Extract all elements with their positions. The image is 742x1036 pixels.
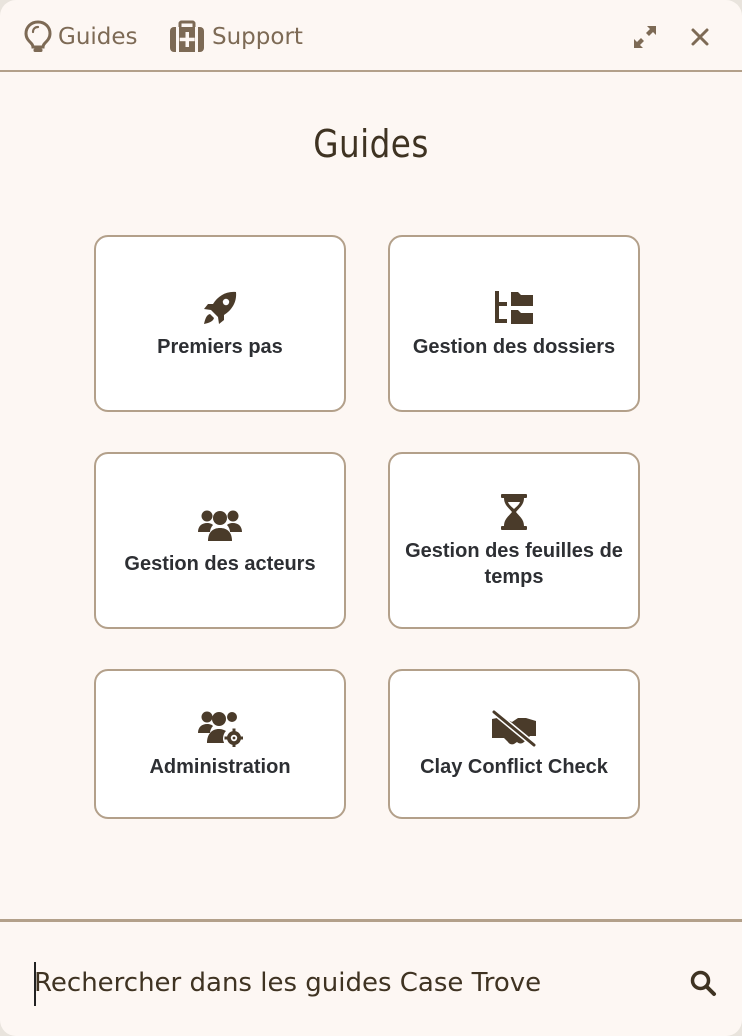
search-bar <box>0 919 742 1036</box>
users-icon <box>197 505 243 545</box>
expand-button[interactable] <box>628 20 662 54</box>
folder-tree-icon <box>493 288 535 328</box>
guide-card-premiers-pas[interactable] <box>94 235 346 412</box>
nav-guides-link[interactable] <box>24 18 138 56</box>
nav-support-link[interactable] <box>168 18 303 56</box>
text-caret <box>34 962 36 1006</box>
rocket-icon <box>200 288 240 328</box>
nav-support-label: Support <box>212 24 303 50</box>
hourglass-icon <box>499 492 529 532</box>
card-label: Gestion des acteurs <box>124 552 316 575</box>
card-label: Clay Conflict Check <box>420 756 608 778</box>
handshake-slash-icon <box>490 708 538 748</box>
guide-card-feuilles-temps[interactable] <box>388 452 640 629</box>
card-label: Gestion des dossiers <box>412 335 616 358</box>
lightbulb-icon <box>24 20 52 54</box>
close-icon <box>690 27 710 47</box>
expand-icon <box>631 23 659 51</box>
guide-card-gestion-acteurs[interactable] <box>94 452 346 629</box>
nav-guides-label: Guides <box>58 24 138 50</box>
guide-card-gestion-dossiers[interactable] <box>388 235 640 412</box>
guide-card-clay-conflict-check[interactable] <box>388 669 640 819</box>
guide-card-administration[interactable] <box>94 669 346 819</box>
users-gear-icon <box>197 708 243 748</box>
card-label: Administration <box>149 756 291 778</box>
medkit-icon <box>168 20 206 54</box>
search-icon <box>689 969 717 997</box>
card-label: Gestion des feuilles de temps <box>405 539 623 588</box>
search-button[interactable] <box>686 966 720 1000</box>
panel-header <box>0 0 742 72</box>
search-input[interactable] <box>34 958 654 1008</box>
close-button[interactable] <box>683 20 717 54</box>
page-title: Guides <box>313 122 429 166</box>
card-label: Premiers pas <box>157 335 283 358</box>
